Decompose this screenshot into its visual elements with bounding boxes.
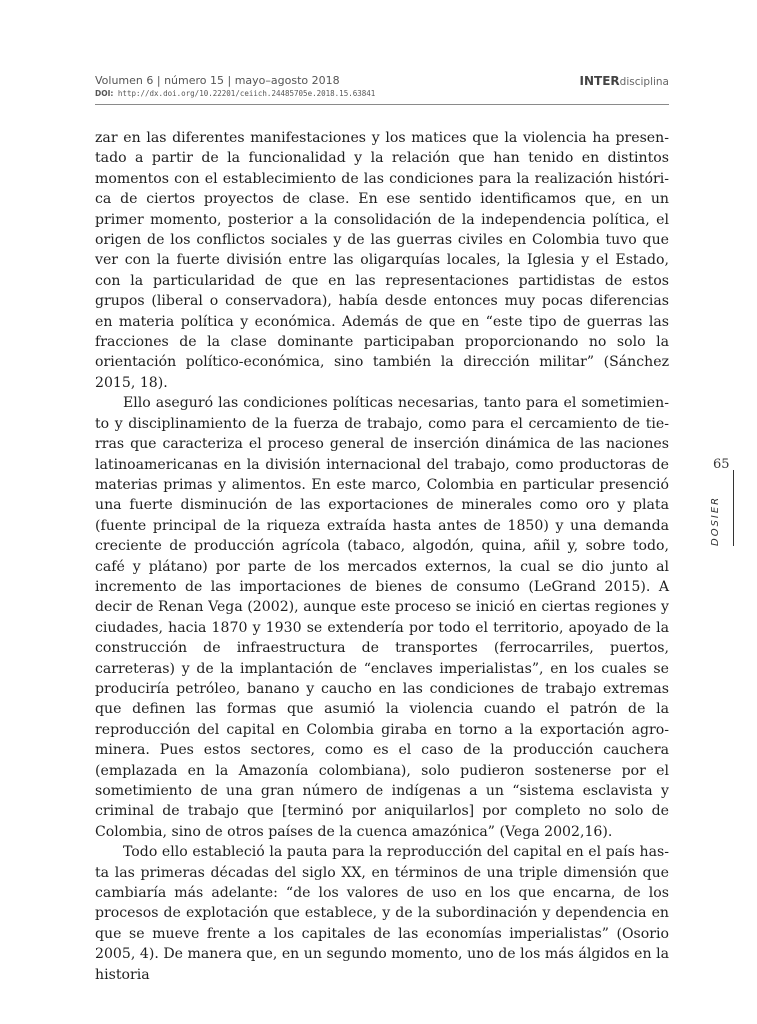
running-header: [95, 74, 669, 105]
paragraph-1: zar en las diferentes manifestaciones y los matices que la violencia ha presentado a partir de la funcionalidad y la relación que han tenido en distintos momentos con el establecimiento de las condiciones para la realización histórica de ciertos proyectos de clase. En ese sentido identificamos que, en un primer momento, posterior a la consolidación de la independencia política, el origen de los conflictos sociales y de las guerras civiles en Colombia tuvo que ver con la fuerte división entre las oligarquías locales, la Iglesia y el Estado, con la particularidad de que en las representaciones partidistas de estos grupos (liberal o conservadora), había desde entonces muy pocas diferencias en materia política y económica. Además de que en “este tipo de guerras las fracciones de la clase dominante participaban proporcionando no solo la orientación político-económica, sino también la dirección militar” (Sánchez 2015, 18).: [95, 130, 669, 391]
doi-link[interactable]: http://dx.doi.org/10.22201/ceiich.24485705e.2018.15.63841: [117, 89, 376, 98]
issue-info: Volumen 6 | número 15 | mayo–agosto 2018: [95, 74, 340, 87]
doi-label: DOI:: [95, 89, 114, 98]
article-body: [95, 128, 669, 985]
journal-logo-disciplina: disciplina: [619, 76, 669, 88]
journal-logo-inter: INTER: [579, 74, 620, 88]
paragraph-2: Ello aseguró las condiciones políticas necesarias, tanto para el sometimiento y disciplinamiento de la fuerza de trabajo, como para el cercamiento de tierras que caracteriza el proceso general de inserción dinámica de las naciones latinoamericanas en la división internacional del trabajo, como productoras de materias primas y alimentos. En este marco, Colombia en particular presenció una fuerte disminución de las exportaciones de minerales como oro y plata (fuente principal de la riqueza extraída hasta antes de 1850) y una demanda creciente de producción agrícola (tabaco, algodón, quina, añil y, sobre todo, café y plátano) por parte de los mercados externos, la cual se dio junto al incremento de las importaciones de bienes de consumo (LeGrand 2015). A decir de Renan Vega (2002), aunque este proceso se inició en ciertas regiones y ciudades, hacia 1870 y 1930 se extendería por todo el territorio, apoyado de la construcción de infraestructura de transportes (ferrocarriles, puertos, carreteras) y de la implantación de “enclaves imperialistas”, en los cuales se produciría petróleo, banano y caucho en las condiciones de trabajo extremas que definen las formas que asumió la violencia cuando el patrón de la reproducción del capital en Colombia giraba en torno a la exportación agro-minera. Pues estos sectores, como es el caso de la producción cauchera (emplazada en la Amazonía colombiana), solo pudieron sostenerse por el sometimiento de una gran número de indígenas a un “sistema esclavista y criminal de trabajo que [terminó por aniquilarlos] por completo no solo de Colombia, sino de otros países de la cuenca amazónica” (Vega 2002,16).: [95, 395, 669, 840]
journal-logo: [580, 74, 669, 88]
doi-line: [95, 89, 375, 98]
page-number: 65: [713, 457, 730, 472]
section-label: DOSIER: [710, 495, 721, 546]
paragraph-3: Todo ello estableció la pauta para la reproducción del capital en el país hasta las primeras décadas del siglo XX, en términos de una triple dimensión que cambiaría más adelante: “de los valores de uso en los que encarna, de los procesos de explotación que establece, y de la subordinación y dependencia en que se mueve frente a los capitales de las economías imperialistas” (Osorio 2005, 4). De manera que, en un segundo momento, uno de los más álgidos en la historia: [95, 844, 669, 983]
margin-rule: [733, 470, 734, 546]
